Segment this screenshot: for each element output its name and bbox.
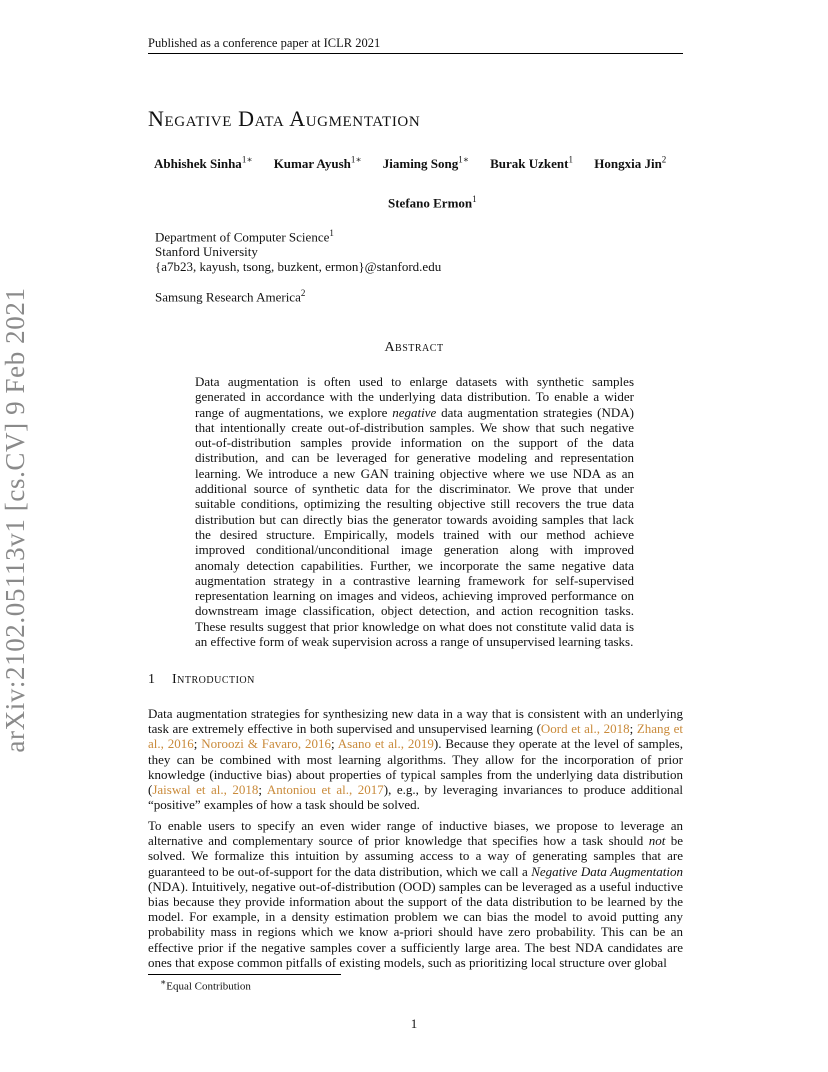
header-rule <box>148 53 683 54</box>
paper-title: Negative Data Augmentation <box>148 106 421 131</box>
author: Stefano Ermon$^1$ <box>388 194 477 211</box>
affiliation-secondary: Samsung Research America$^2$ <box>155 288 306 305</box>
university: Stanford University <box>155 244 258 260</box>
abstract-body: Data augmentation is often used to enlarge datasets with synthetic samples generated in accordance with the underlying data distribution. To enable a wider range of augmentations, we explore negative data augmentation strategies (NDA) that intentionally create out-of-distribution samples. We show that such negative out-of-distribution samples provide information on the support of the data distribution, and can be leveraged for generative modeling and representation learning. We introduce a new GAN training objective where we use NDA as an additional source of synthetic data for the discriminator. We prove that under suitable conditions, optimizing the resulting objective still recovers the true data distribution but can directly bias the generator towards avoiding samples that lack the desired structure. Empirically, models trained with our method achieve improved conditional/unconditional image generation along with improved anomaly detection capabilities. Further, we incorporate the same negative data augmentation strategy in a contrastive learning framework for self-supervised representation learning on images and videos, achieving improved performance on downstream image classification, object detection, and action recognition tasks. These results suggest that prior knowledge on what does not constitute valid data is an effective form of weak supervision across a range of unsupervised learning tasks. <box>195 374 635 650</box>
author-list <box>154 155 684 172</box>
affiliation-block: Department of Computer Science$^1$ Stanford University {a7b23, kayush, tsong, buzkent, ermon}@stanford.edu <box>155 228 442 275</box>
page-number: 1 <box>410 1016 418 1031</box>
citation-link[interactable]: Asano et al., 2019 <box>337 736 434 752</box>
author: Abhishek Sinha$^{1∗}$ <box>154 155 253 172</box>
author: Hongxia Jin$^2$ <box>594 155 667 172</box>
section-heading: 1 Introduction <box>148 672 255 687</box>
abstract-heading: Abstract <box>384 340 444 355</box>
intro-paragraph-2: To enable users to specify an even wider range of inductive biases, we propose to leverage an alternative and complementary source of prior knowledge that specifies how a task should not be solved. We formalize this intuition by assuming access to a way of generating samples that are guaranteed to be out-of-support for the data distribution, which we call a Negative Data Augmentation (NDA). Intuitively, negative out-of-distribution (OOD) samples can be leveraged as a useful inductive bias because they provide information about the support of the data distribution to be learned by the model. For example, in a density estimation problem we can bias the model to avoid putting any probability mass in regions which we know a-priori should have zero probability. This can be an effective prior if the negative samples cover a sufficiently large area. The best NDA candidates are ones that expose common pitfalls of existing models, such as prioritizing local structure over global <box>148 818 683 970</box>
department: Department of Computer Science <box>155 229 330 245</box>
citation-link[interactable]: Jaiswal et al., 2018 <box>152 782 259 798</box>
footnote: ∗Equal Contribution <box>160 977 251 993</box>
citation-link[interactable]: Oord et al., 2018 <box>540 721 630 737</box>
intro-paragraph-1: Data augmentation strategies for synthesizing new data in a way that is consistent with an underlying task are extremely effective in both supervised and unsupervised learning (Oord et al., 2018; Zhang et al., 2016; Noroozi & Favaro, 2016; Asano et al., 2019). Because they operate at the level of samples, they can be combined with most learning algorithms. They allow for the incorporation of prior knowledge (inductive bias) about properties of typical samples from the underlying data distribution (Jaiswal et al., 2018; Antoniou et al., 2017), e.g., by leveraging invariances to produce additional “positive” examples of how a task should be solved. <box>148 706 683 813</box>
citation-link[interactable]: Noroozi & Favaro, 2016 <box>201 736 331 752</box>
footnote-rule <box>148 974 341 975</box>
arxiv-sidebar-id: arXiv:2102.05113v1 [cs.CV] 9 Feb 2021 <box>0 287 30 753</box>
citation-link[interactable]: Antoniou et al., 2017 <box>266 782 384 798</box>
author-emails: {a7b23, kayush, tsong, buzkent, ermon}@stanford.edu <box>155 259 442 275</box>
author: Burak Uzkent$^1$ <box>490 155 573 172</box>
author: Jiaming Song$^{1∗}$ <box>382 155 469 172</box>
running-header: Published as a conference paper at ICLR 2021 <box>148 36 381 50</box>
citation-link[interactable]: Zhang et al., 2016 <box>148 721 683 752</box>
author: Kumar Ayush$^{1∗}$ <box>273 155 362 172</box>
